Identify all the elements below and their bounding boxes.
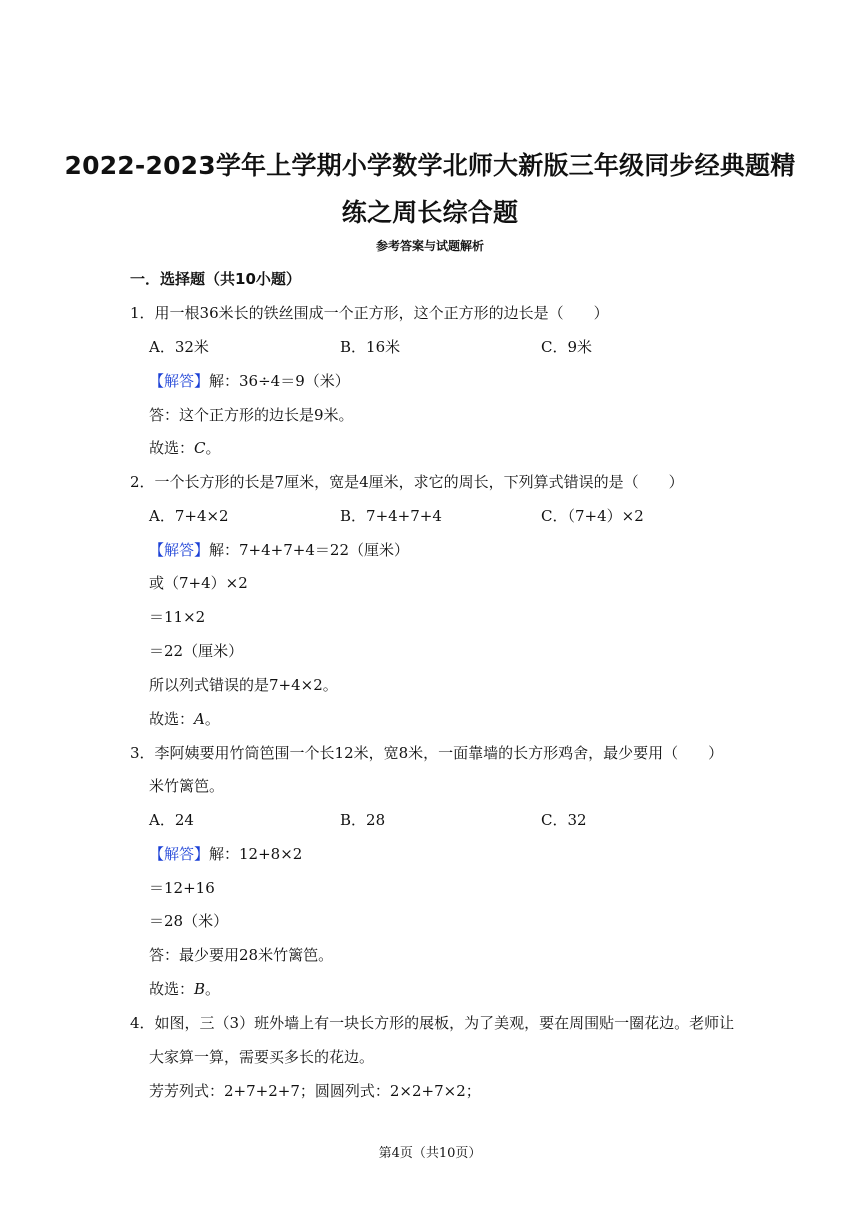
q2-choice (149, 709, 220, 729)
q2-answer-line-4: ＝22（厘米） (149, 642, 244, 660)
q3-choice-suffix: 。 (205, 980, 221, 998)
q4-stem: 4．如图，三（3）班外墙上有一块长方形的展板，为了美观，要在周围贴一圈花边。老师让 (130, 1014, 735, 1032)
q2-option-c: C．（7+4）×2 (541, 507, 644, 525)
q1-choice (149, 438, 221, 458)
q1-option-c: C．9米 (541, 338, 593, 356)
q2-stem: 2．一个长方形的长是7厘米，宽是4厘米，求它的周长，下列算式错误的是（ ） (130, 473, 684, 491)
q1-answer-line-2: 答：这个正方形的边长是9米。 (149, 406, 354, 424)
section-heading: 一．选择题（共10小题） (130, 270, 301, 288)
q1-choice-prefix: 故选： (149, 439, 195, 457)
q3-stem-continued: 米竹篱笆。 (149, 777, 225, 795)
q2-option-a: A．7+4×2 (149, 507, 229, 525)
page-footer: 第4页（共10页） (378, 1146, 482, 1161)
document-subtitle: 参考答案与试题解析 (375, 239, 484, 253)
q3-option-a: A．24 (149, 811, 194, 829)
q3-answer (149, 844, 302, 864)
q2-answer-line-5: 所以列式错误的是7+4×2。 (149, 676, 338, 694)
q3-answer-line-2: ＝12+16 (149, 879, 215, 897)
q3-option-b: B．28 (340, 811, 386, 829)
q2-answer-text: 解：7+4+7+4＝22（厘米） (209, 541, 409, 559)
q3-answer-line-3: ＝28（米） (149, 912, 229, 930)
q3-answer-line-4: 答：最少要用28米竹篱笆。 (149, 946, 334, 964)
q2-choice-letter: A (194, 710, 205, 728)
q3-option-c: C．32 (541, 811, 587, 829)
document-title-line-2: 练之周长综合题 (341, 198, 519, 227)
q4-line-3: 芳芳列式：2+7+2+7；圆圆列式：2×2+7×2； (149, 1082, 481, 1100)
q4-stem-continued: 大家算一算，需要买多长的花边。 (149, 1048, 375, 1066)
q1-choice-letter: C (194, 439, 206, 457)
q3-stem: 3．李阿姨要用竹筒笆围一个长12米，宽8米，一面靠墙的长方形鸡舍，最少要用（ ） (130, 744, 724, 762)
q2-choice-suffix: 。 (204, 710, 220, 728)
answer-tag: 【解答】 (149, 541, 210, 559)
document-title-line-1: 2022-2023学年上学期小学数学北师大新版三年级同步经典题精 (64, 151, 796, 180)
q3-answer-text: 解：12+8×2 (209, 845, 303, 863)
answer-tag: 【解答】 (149, 845, 210, 863)
q1-stem: 1．用一根36米长的铁丝围成一个正方形，这个正方形的边长是（ ） (130, 304, 609, 322)
q3-choice-letter: B (194, 980, 206, 998)
q1-option-b: B．16米 (340, 338, 401, 356)
q1-choice-suffix: 。 (205, 439, 221, 457)
q3-choice-prefix: 故选： (149, 980, 195, 998)
q1-answer (149, 371, 350, 391)
q2-choice-prefix: 故选： (149, 710, 195, 728)
q2-answer-line-3: ＝11×2 (149, 608, 206, 626)
q1-answer-text: 解：36÷4＝9（米） (209, 372, 350, 390)
q2-option-b: B．7+4+7+4 (340, 507, 442, 525)
q1-option-a: A．32米 (149, 338, 209, 356)
answer-tag: 【解答】 (149, 372, 210, 390)
q2-answer (149, 540, 409, 560)
q3-choice (149, 979, 220, 999)
q2-answer-line-2: 或（7+4）×2 (149, 574, 248, 592)
